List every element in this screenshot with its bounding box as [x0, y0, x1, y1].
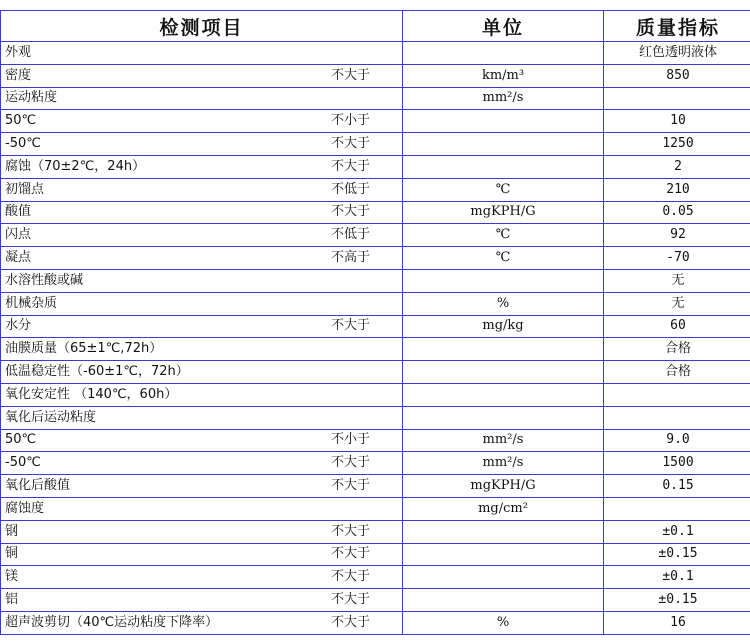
unit-cell: mm²/s [403, 452, 604, 475]
table-row [1, 224, 750, 247]
item-condition: 不大于 [331, 478, 371, 494]
item-condition: 不大于 [331, 158, 371, 174]
item-name: 50℃ [5, 432, 37, 448]
spec-value-cell: 合格 [604, 361, 750, 384]
unit-cell [403, 338, 604, 361]
item-cell [1, 247, 403, 270]
spec-value-cell: 无 [604, 292, 750, 315]
item-condition: 不大于 [331, 318, 371, 334]
spec-value-cell: 850 [604, 64, 750, 87]
unit-cell: mm²/s [403, 87, 604, 110]
unit-cell [403, 566, 604, 589]
item-cell [1, 429, 403, 452]
unit-cell: ℃ [403, 178, 604, 201]
table-row [1, 452, 750, 475]
item-name: 油膜质量（65±1℃,72h） [5, 341, 163, 357]
unit-cell [403, 589, 604, 612]
item-cell [1, 87, 403, 110]
item-condition: 不大于 [331, 204, 371, 220]
spec-value-cell: 红色透明液体 [604, 42, 750, 65]
spec-value-cell: 0.15 [604, 475, 750, 498]
item-name: 铜 [5, 546, 19, 562]
item-name: 氧化安定性 （140℃，60h） [5, 386, 178, 402]
item-cell [1, 589, 403, 612]
item-name: -50℃ [5, 455, 41, 471]
item-name: 钢 [5, 523, 19, 539]
item-name: -50℃ [5, 136, 41, 152]
item-name: 50℃ [5, 113, 37, 129]
unit-cell: mgKPH/G [403, 201, 604, 224]
item-condition: 不小于 [331, 113, 371, 129]
table-row [1, 110, 750, 133]
item-cell [1, 224, 403, 247]
item-name: 密度 [5, 67, 32, 83]
item-condition: 不低于 [331, 227, 371, 243]
item-name: 铝 [5, 592, 19, 608]
header-item: 检测项目 [1, 11, 403, 42]
unit-cell [403, 361, 604, 384]
unit-cell [403, 383, 604, 406]
table-row [1, 338, 750, 361]
table-row [1, 475, 750, 498]
table-row [1, 201, 750, 224]
spec-value-cell [604, 87, 750, 110]
item-cell [1, 520, 403, 543]
item-name: 腐蚀度 [5, 500, 45, 516]
item-cell [1, 292, 403, 315]
item-name: 水溶性酸或碱 [5, 272, 84, 288]
item-name: 氧化后酸值 [5, 478, 71, 494]
table-row [1, 543, 750, 566]
spec-value-cell: 9.0 [604, 429, 750, 452]
item-cell [1, 566, 403, 589]
item-name: 初馏点 [5, 181, 45, 197]
spec-value-cell [604, 406, 750, 429]
item-name: 低温稳定性（-60±1℃，72h） [5, 364, 189, 380]
item-cell [1, 315, 403, 338]
item-name: 酸值 [5, 204, 32, 220]
unit-cell: % [403, 292, 604, 315]
unit-cell: mm²/s [403, 429, 604, 452]
spec-value-cell: ±0.15 [604, 589, 750, 612]
item-cell [1, 42, 403, 65]
unit-cell: % [403, 611, 604, 634]
spec-value-cell: 1500 [604, 452, 750, 475]
item-cell [1, 133, 403, 156]
table-row [1, 566, 750, 589]
item-cell [1, 155, 403, 178]
table-row [1, 520, 750, 543]
spec-value-cell: 2 [604, 155, 750, 178]
table-row [1, 497, 750, 520]
item-name: 外观 [5, 44, 32, 60]
unit-cell: ℃ [403, 224, 604, 247]
table-row [1, 269, 750, 292]
item-name: 氧化后运动粘度 [5, 409, 97, 425]
unit-cell: km/m³ [403, 64, 604, 87]
item-cell [1, 383, 403, 406]
spec-value-cell: 10 [604, 110, 750, 133]
item-cell [1, 110, 403, 133]
quality-spec-table [0, 10, 750, 635]
unit-cell [403, 110, 604, 133]
table-row [1, 178, 750, 201]
unit-cell: mgKPH/G [403, 475, 604, 498]
item-condition: 不大于 [331, 592, 371, 608]
header-row [1, 11, 750, 42]
item-cell [1, 452, 403, 475]
item-condition: 不高于 [331, 250, 371, 266]
item-condition: 不大于 [331, 523, 371, 539]
item-cell [1, 497, 403, 520]
spec-value-cell: 92 [604, 224, 750, 247]
item-cell [1, 543, 403, 566]
spec-value-cell: ±0.15 [604, 543, 750, 566]
table-row [1, 64, 750, 87]
table-row [1, 87, 750, 110]
table-row [1, 611, 750, 634]
table-row [1, 133, 750, 156]
table-row [1, 406, 750, 429]
table-row [1, 315, 750, 338]
item-cell [1, 611, 403, 634]
item-condition: 不大于 [331, 136, 371, 152]
spec-value-cell: -70 [604, 247, 750, 270]
table-row [1, 292, 750, 315]
item-condition: 不大于 [331, 546, 371, 562]
table-row [1, 42, 750, 65]
item-cell [1, 178, 403, 201]
spec-value-cell: ±0.1 [604, 566, 750, 589]
item-cell [1, 201, 403, 224]
spec-value-cell: 60 [604, 315, 750, 338]
item-condition: 不低于 [331, 181, 371, 197]
spec-value-cell: 16 [604, 611, 750, 634]
spec-value-cell: 210 [604, 178, 750, 201]
spec-value-cell: 无 [604, 269, 750, 292]
spec-value-cell [604, 497, 750, 520]
item-condition: 不小于 [331, 432, 371, 448]
table-row [1, 383, 750, 406]
table-body [1, 42, 750, 635]
table-row [1, 361, 750, 384]
item-name: 超声波剪切（40℃运动粘度下降率） [5, 614, 219, 630]
header-unit: 单位 [403, 11, 604, 42]
item-condition: 不大于 [331, 455, 371, 471]
unit-cell: mg/cm² [403, 497, 604, 520]
spec-value-cell: ±0.1 [604, 520, 750, 543]
unit-cell [403, 155, 604, 178]
spec-value-cell: 0.05 [604, 201, 750, 224]
header-spec: 质量指标 [604, 11, 750, 42]
unit-cell [403, 269, 604, 292]
spec-value-cell: 合格 [604, 338, 750, 361]
table-row [1, 247, 750, 270]
unit-cell [403, 406, 604, 429]
item-cell [1, 406, 403, 429]
item-name: 镁 [5, 569, 19, 585]
table-row [1, 155, 750, 178]
table-row [1, 589, 750, 612]
item-cell [1, 269, 403, 292]
unit-cell: ℃ [403, 247, 604, 270]
item-name: 水分 [5, 318, 32, 334]
item-name: 腐蚀（70±2℃，24h） [5, 158, 146, 174]
unit-cell [403, 520, 604, 543]
unit-cell: mg/kg [403, 315, 604, 338]
item-cell [1, 64, 403, 87]
item-name: 运动粘度 [5, 90, 58, 106]
item-cell [1, 338, 403, 361]
item-cell [1, 475, 403, 498]
item-cell [1, 361, 403, 384]
spec-value-cell: 1250 [604, 133, 750, 156]
table-row [1, 429, 750, 452]
item-condition: 不大于 [331, 67, 371, 83]
item-condition: 不大于 [331, 569, 371, 585]
item-condition: 不大于 [331, 614, 371, 630]
spec-value-cell [604, 383, 750, 406]
item-name: 闪点 [5, 227, 32, 243]
item-name: 机械杂质 [5, 295, 58, 311]
item-name: 凝点 [5, 250, 32, 266]
unit-cell [403, 543, 604, 566]
unit-cell [403, 133, 604, 156]
unit-cell [403, 42, 604, 65]
